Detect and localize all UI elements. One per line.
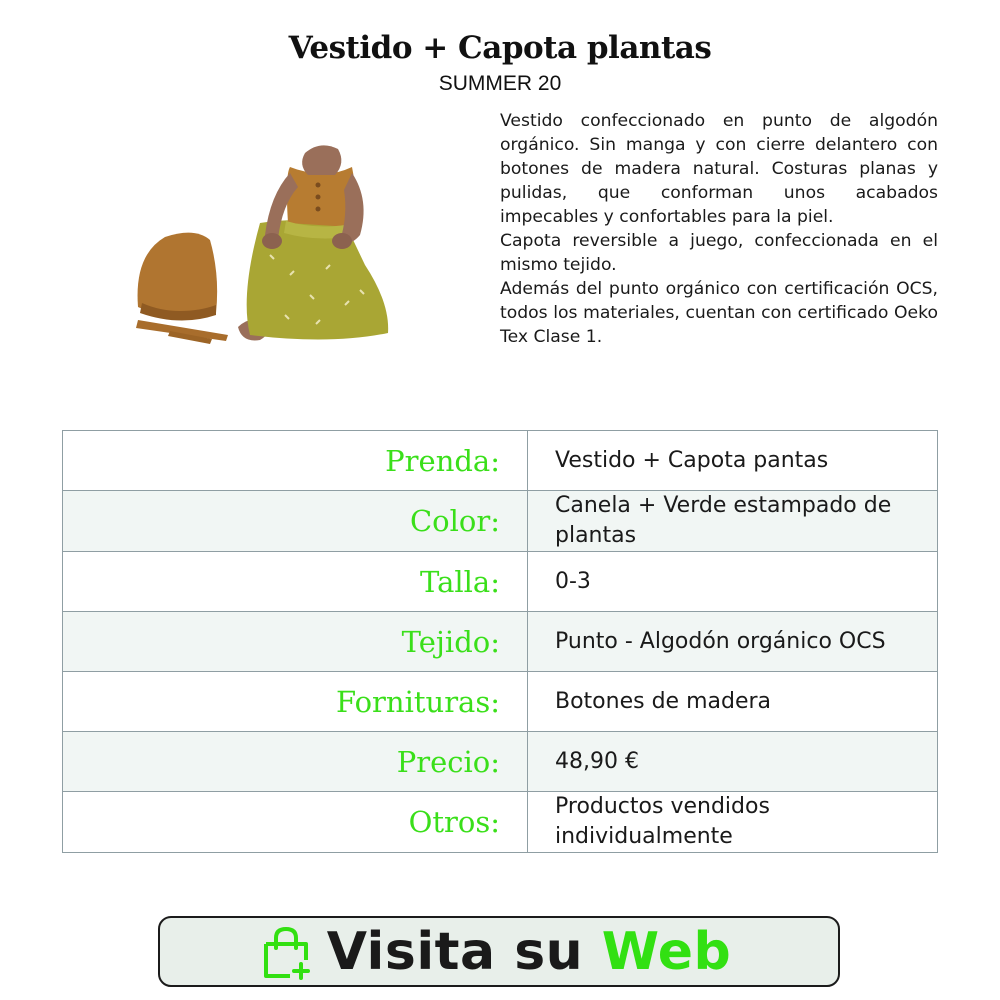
spec-row-color	[63, 491, 938, 552]
spec-label: Otros:	[63, 792, 528, 853]
spec-label: Talla:	[63, 552, 528, 612]
spec-row-tejido	[63, 612, 938, 672]
cta-text-main: Visita su	[326, 921, 584, 982]
spec-row-prenda	[63, 431, 938, 491]
cta-text-accent: Web	[601, 921, 732, 982]
spec-table	[62, 430, 938, 853]
spec-value: Productos vendidos individualmente	[528, 792, 938, 853]
spec-label: Tejido:	[63, 612, 528, 672]
product-image	[120, 135, 450, 355]
spec-row-fornituras	[63, 672, 938, 732]
collection-subtitle: SUMMER 20	[438, 72, 562, 95]
bonnet-illustration	[136, 233, 228, 344]
visit-web-button[interactable]	[158, 916, 840, 987]
spec-label: Color:	[63, 491, 528, 552]
spec-value: Vestido + Capota pantas	[528, 431, 938, 491]
spec-value: Canela + Verde estampado de plantas	[528, 491, 938, 552]
spec-value: Botones de madera	[528, 672, 938, 732]
shopping-bag-add-icon	[260, 926, 312, 982]
description-paragraph: Además del punto orgánico con certificación OCS, todos los materiales, cuentan con certificado Oeko Tex Clase 1.	[500, 279, 938, 347]
spec-label: Fornituras:	[63, 672, 528, 732]
description-paragraph: Vestido confeccionado en punto de algodón orgánico. Sin manga y con cierre delantero con botones de madera natural. Costuras planas y pulidas, que conforman unos acabados impecables y confortables para la piel.	[500, 111, 938, 227]
spec-row-precio	[63, 732, 938, 792]
cta-label	[327, 922, 732, 982]
product-description	[500, 109, 938, 349]
spec-value: Punto - Algodón orgánico OCS	[528, 612, 938, 672]
spec-label: Precio:	[63, 732, 528, 792]
spec-row-otros	[63, 792, 938, 853]
spec-value: 48,90 €	[528, 732, 938, 792]
spec-value: 0-3	[528, 552, 938, 612]
page-title: Vestido + Capota plantas	[288, 30, 712, 66]
description-paragraph: Capota reversible a juego, confeccionada en el mismo tejido.	[500, 231, 938, 275]
spec-row-talla	[63, 552, 938, 612]
spec-label: Prenda:	[63, 431, 528, 491]
